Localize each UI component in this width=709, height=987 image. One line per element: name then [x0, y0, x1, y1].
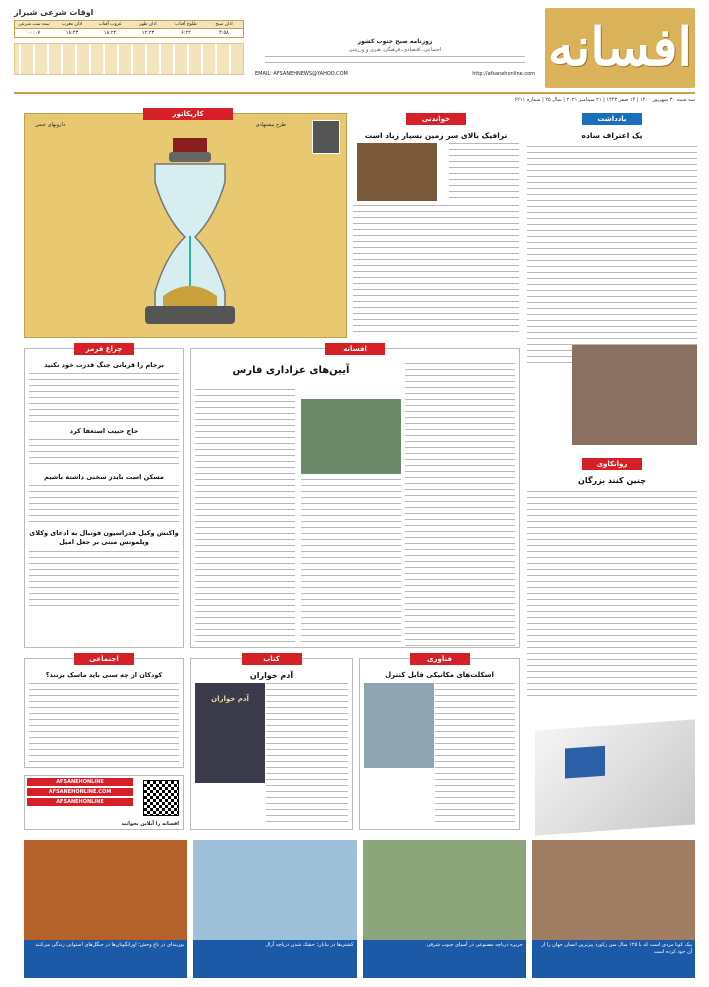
- masthead: [14, 8, 695, 94]
- social-footer: افسانه را آنلاین بخوانید: [121, 821, 179, 827]
- prayer-col: نیمه شب شرعی: [15, 21, 53, 28]
- prayer-time: ۱۲:۲۳: [141, 30, 155, 36]
- right-lower-tab: روانکاوی: [582, 458, 642, 470]
- right-lower-body: [527, 491, 697, 701]
- prayer-col: اذان صبح: [205, 21, 243, 28]
- left-body-3: [29, 485, 179, 525]
- left-body-4: [29, 551, 179, 611]
- prayer-times-box: [14, 8, 244, 88]
- kids-body: [29, 683, 179, 763]
- left-h3: مسکن است بایدز سخنی داشته باشیم: [44, 473, 164, 481]
- prayer-title: اوقات شرعی شیراز: [14, 8, 94, 17]
- masthead-web[interactable]: http://afsanehonline.com: [472, 71, 535, 77]
- elder-photo: [532, 840, 695, 940]
- cartoon-caption-left: دارویهای جنس: [35, 122, 66, 128]
- prayer-time: ۰۰:۰۷: [27, 30, 41, 36]
- left-tab: چراغ قرمز: [74, 343, 134, 355]
- book-cover: [195, 683, 265, 783]
- prayer-time: ۴:۵۸: [219, 30, 229, 36]
- top-right-title: یک اعتراف ساده: [581, 131, 643, 140]
- feature-body: [195, 389, 295, 644]
- newspaper-stack-image: [535, 719, 695, 835]
- photo-tile: [193, 840, 356, 980]
- left-body-2: [29, 439, 179, 469]
- feature-article: [190, 345, 520, 648]
- tech-body: [435, 683, 515, 823]
- tech-tab: فناوری: [410, 653, 470, 665]
- book-tab: کتاب: [242, 653, 302, 665]
- masthead-info: [255, 38, 535, 88]
- top-middle-title: ترافیک بالای سر زمین بسیار زیاد است: [364, 131, 508, 140]
- prayer-col: اذان مغرب: [53, 21, 91, 28]
- top-right-tab: یادداشت: [582, 113, 642, 125]
- dateline: سه شنبه ۳۰ شهریور ۱۴۰۰ | ۱۴ صفر ۱۴۴۳ | ۲۱ سپتامبر ۲۰۲۱ | سال ۲۵ | شماره ۶۲۱۱: [514, 97, 695, 103]
- portrait-photo: [572, 345, 697, 445]
- top-right-body: [527, 146, 697, 366]
- book-cover-title: آدم خواران: [211, 695, 249, 703]
- exchange-rates: [14, 43, 244, 75]
- social-link[interactable]: AFSANEHONLINE.COM: [27, 788, 133, 796]
- masthead-email[interactable]: EMAIL: AFSANEHNEWS@YAHOO.COM: [255, 71, 348, 77]
- ice-boat-photo: [193, 840, 356, 940]
- cartoon-tab: کاریکاتور: [143, 108, 233, 120]
- left-body-1: [29, 373, 179, 423]
- right-lower-article: [527, 458, 697, 718]
- left-h2: حاج حبیب استعفا کرد: [69, 427, 139, 435]
- boats-photo: [363, 840, 526, 940]
- top-right-article: [527, 113, 697, 453]
- book-body: [266, 683, 348, 823]
- tech-photo: [364, 683, 434, 768]
- top-middle-article: [353, 113, 519, 338]
- prayer-col: غروب آفتاب: [91, 21, 129, 28]
- left-h4: واکنش وکیل فدراسیون فوتبال به ادعای وکلای ویلموتس مبنی بر جعل امیل: [29, 529, 179, 546]
- book-article: [190, 655, 353, 830]
- social-link[interactable]: AFSANEHONLINE: [27, 778, 133, 786]
- top-middle-photo: [357, 143, 437, 201]
- photo-caption: کشتی‌ها در بیابان؛ خشک شدن دریاچه آرال: [193, 940, 356, 978]
- left-news-column: [24, 345, 184, 648]
- prayer-time: ۱۸:۴۳: [65, 30, 79, 36]
- right-lower-title: چنین کنند بزرگان: [578, 476, 646, 485]
- feature-tab: افسانه: [325, 343, 385, 355]
- tech-title: اسکلت‌های مکانیکی قابل کنترل: [385, 671, 494, 679]
- kids-article: [24, 655, 184, 768]
- feature-lead: [405, 363, 515, 648]
- top-middle-body: [353, 205, 519, 335]
- book-title: آدم خواران: [249, 671, 294, 680]
- feature-body-2: [301, 479, 401, 644]
- kids-tab: اجتماعی: [74, 653, 134, 665]
- prayer-time: ۱۸:۲۴: [103, 30, 117, 36]
- cartoon-panel: [24, 110, 347, 338]
- top-middle-text: [449, 143, 519, 198]
- bottom-photo-strip: [24, 840, 695, 980]
- feature-photo: [301, 399, 401, 474]
- kids-title: کودکان از چه سنی باید ماسک بزنند؟: [45, 671, 163, 679]
- photo-caption: پیک کوبا مردی است که با ۱۲۵ سال سن رکورد پیرترین انسان جهان را از آن خود کرده است: [532, 940, 695, 978]
- feature-title: آیین‌های عزاداری فارس: [232, 365, 350, 376]
- social-link[interactable]: AFSANEHONLINE: [27, 798, 133, 806]
- logo-text: افسانه: [548, 17, 692, 78]
- hourglass-bottle-illustration: [125, 136, 255, 336]
- qr-code-icon: [143, 780, 179, 816]
- photo-caption: جزیره دریاچه مصنوعی در آسیای جنوب شرقی: [363, 940, 526, 978]
- cartoonist-avatar: [312, 120, 340, 154]
- cartoon-caption-right: طرح پیشنهادی: [255, 122, 286, 128]
- photo-tile: [24, 840, 187, 980]
- prayer-time-row: [14, 29, 244, 38]
- tech-article: [359, 655, 520, 830]
- masthead-address: [265, 56, 525, 68]
- masthead-subtitle: روزنامه صبح جنوب کشور: [357, 38, 433, 45]
- prayer-col: طلوع آفتاب: [167, 21, 205, 28]
- photo-tile: [532, 840, 695, 980]
- logo: [545, 8, 695, 88]
- left-h1: برجام را قربانی جنگ قدرت خود نکنید: [44, 361, 164, 369]
- top-middle-tab: خواندنی: [406, 113, 466, 125]
- photo-tile: [363, 840, 526, 980]
- social-box: [24, 775, 184, 830]
- masthead-desc: اجتماعی، اقتصادی، فرهنگی، هنری و ورزشی: [348, 47, 442, 53]
- prayer-time: ۶:۲۲: [181, 30, 191, 36]
- prayer-header-row: [14, 20, 244, 29]
- prayer-col: اذان ظهر: [129, 21, 167, 28]
- photo-caption: بوزینه‌ای در باغ وحش؛ اورانگوتان‌ها در جنگل‌های استوایی زندگی می‌کنند: [24, 940, 187, 978]
- orangutan-photo: [24, 840, 187, 940]
